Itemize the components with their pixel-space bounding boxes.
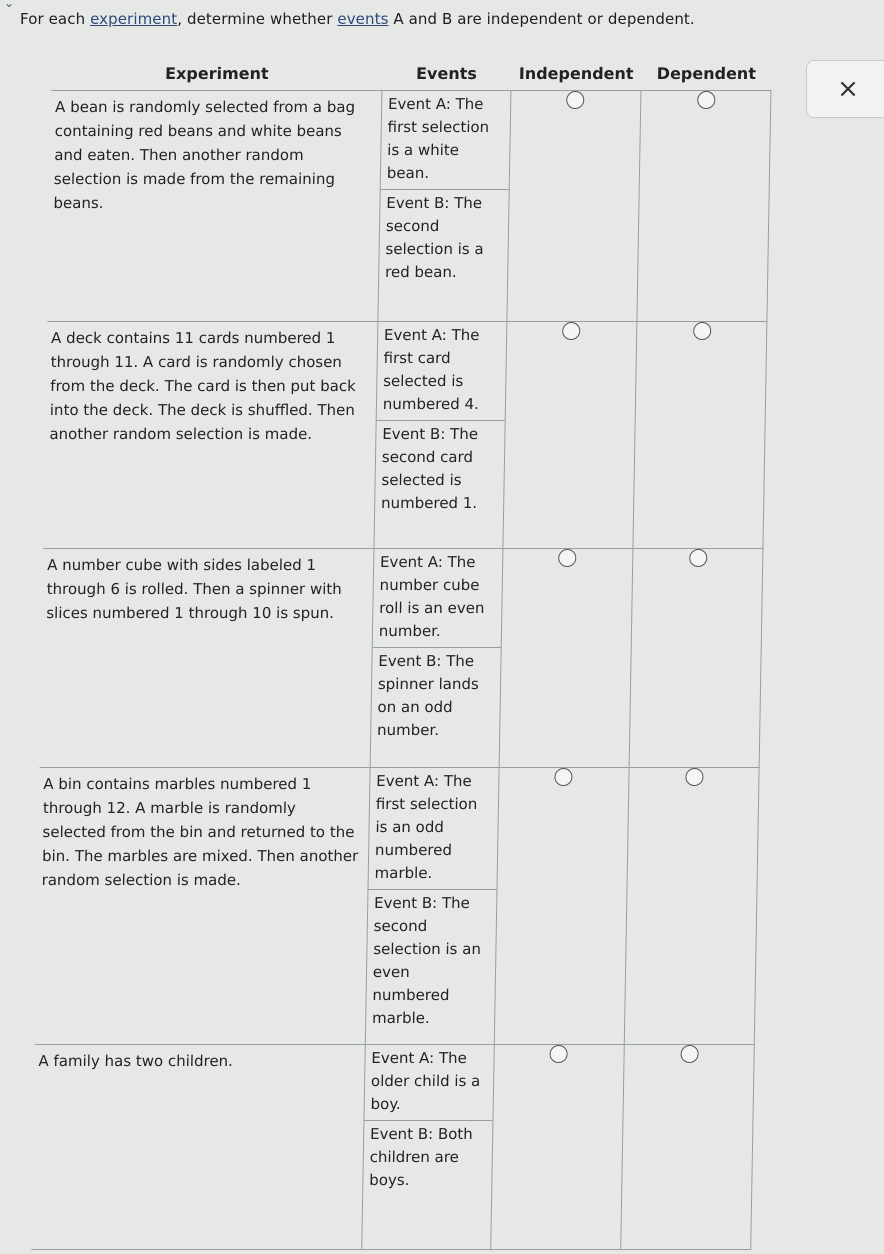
dependent-cell <box>621 1045 754 1250</box>
events-cell <box>362 1045 494 1250</box>
event-b: Event B: The second card selected is numbered 1. <box>380 425 479 512</box>
header-independent: Independent <box>511 58 642 91</box>
events-cell <box>374 322 507 549</box>
independent-radio[interactable] <box>555 768 573 786</box>
events-cell <box>370 549 503 768</box>
events-link[interactable]: events <box>337 10 389 28</box>
header-row <box>51 58 771 91</box>
independent-radio[interactable] <box>550 1045 568 1063</box>
prompt-text-2: , determine whether <box>177 10 338 28</box>
dependent-radio[interactable] <box>697 91 715 109</box>
table-row <box>40 549 763 768</box>
event-a: Event A: The first selection is an odd numbered marble. <box>368 768 498 890</box>
experiment-cell <box>47 91 381 322</box>
independent-radio[interactable] <box>567 91 585 109</box>
close-icon: × <box>837 74 859 104</box>
experiment-cell <box>35 768 370 1045</box>
event-b: Event B: The second selection is an even numbered marble. <box>371 894 482 1027</box>
independent-cell <box>507 91 642 322</box>
table-row <box>35 768 759 1045</box>
independent-cell <box>499 549 633 768</box>
dependent-cell <box>637 91 771 322</box>
independent-radio[interactable] <box>559 549 577 567</box>
dependent-cell <box>625 768 760 1045</box>
independent-cell <box>490 1045 624 1250</box>
event-a: Event A: The first card selected is numbered 4. <box>377 322 507 421</box>
dependent-radio[interactable] <box>685 768 703 786</box>
dependent-cell <box>629 549 763 768</box>
experiment-text: A family has two children. <box>38 1052 234 1070</box>
event-b: Event B: The second selection is a red bean. <box>384 194 484 281</box>
event-a: Event A: The number cube roll is an even number. <box>373 549 503 648</box>
header-events: Events <box>382 58 511 91</box>
independent-cell <box>503 322 638 549</box>
prompt-text-3: A and B are independent or dependent. <box>388 10 695 28</box>
header-dependent: Dependent <box>641 58 771 91</box>
dependent-radio[interactable] <box>680 1045 698 1063</box>
table-row <box>43 322 766 549</box>
experiment-cell <box>31 1045 365 1250</box>
experiment-text: A number cube with sides labeled 1 through 6 is rolled. Then a spinner with slices numbered 1 through 10 is spun. <box>46 556 342 622</box>
close-button[interactable] <box>806 60 884 118</box>
event-a: Event A: The first selection is a white bean. <box>381 91 511 190</box>
experiment-text: A bean is randomly selected from a bag containing red beans and white beans and eaten. Then another random selection is made from the remaining beans. <box>53 98 356 212</box>
experiment-text: A deck contains 11 cards numbered 1 through 11. A card is randomly chosen from the deck. The card is then put back into the deck. The deck is shuffled. Then another random selection is made. <box>49 329 356 443</box>
question-prompt <box>20 10 695 28</box>
dependent-radio[interactable] <box>693 322 711 340</box>
experiment-link[interactable]: experiment <box>90 10 178 28</box>
prompt-text-1: For each <box>20 10 91 28</box>
experiment-cell <box>43 322 377 549</box>
independent-cell <box>494 768 629 1045</box>
experiment-cell <box>40 549 374 768</box>
dependent-cell <box>633 322 767 549</box>
table-row <box>47 91 771 322</box>
independence-table <box>31 58 772 1250</box>
events-cell <box>378 91 511 322</box>
chevron-down-icon[interactable]: ⌄ <box>4 0 15 10</box>
dependent-radio[interactable] <box>689 549 707 567</box>
table-row <box>31 1045 754 1250</box>
event-b: Event B: The spinner lands on an odd number. <box>376 652 479 739</box>
independent-radio[interactable] <box>563 322 581 340</box>
event-b: Event B: Both children are boys. <box>369 1125 473 1189</box>
event-a: Event A: The older child is a boy. <box>364 1045 493 1121</box>
experiment-text: A bin contains marbles numbered 1 through 12. A marble is randomly selected from the bin and returned to the bin. The marbles are mixed. Then another random selection is made. <box>41 775 359 889</box>
events-cell <box>365 768 499 1045</box>
header-experiment: Experiment <box>51 58 382 91</box>
